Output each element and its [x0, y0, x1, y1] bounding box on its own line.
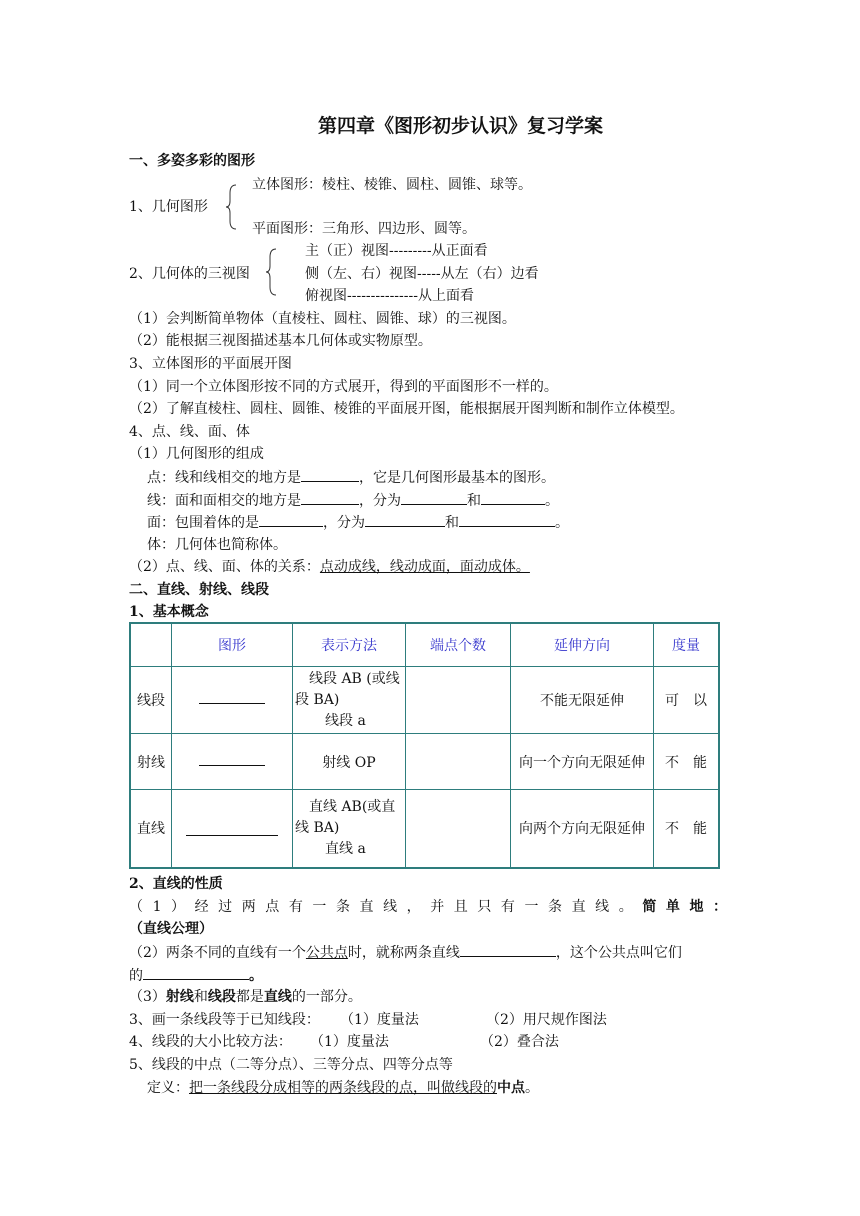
compare-title: 4、线段的大小比较方法： [129, 1034, 292, 1050]
prop-2-d: ，这个公共点叫它们 [555, 945, 682, 961]
prop-1-text: （1）经过两点有一条直线，并且只有一条直线。 [129, 899, 643, 915]
measure-cell: 不 能 [654, 734, 720, 790]
relation [129, 557, 530, 577]
table-header-row [130, 623, 719, 667]
repr-line: 直线 AB(或直 [309, 798, 396, 815]
repr-line: 线段 a [325, 712, 366, 729]
def-c: 中点 [497, 1080, 525, 1096]
endpoint-cell[interactable] [406, 734, 511, 790]
extend-cell: 向一个方向无限延伸 [511, 734, 654, 790]
draw-method-1: （1）度量法 [340, 1012, 419, 1028]
table-header: 图形 [172, 623, 293, 667]
row-name: 射线 [130, 734, 172, 790]
fill-blank[interactable] [365, 512, 445, 527]
prop-3-e: 都是 [235, 989, 264, 1005]
table-header: 端点个数 [406, 623, 511, 667]
unfold-2: （2）了解直棱柱、圆柱、圆锥、棱锥的平面展开图，能根据展开图判断和制作立体模型。 [129, 401, 684, 417]
draw-title: 3、画一条线段等于已知线段： [129, 1012, 320, 1028]
table-header: 表示方法 [293, 623, 406, 667]
prop-3-b: 射线 [165, 989, 194, 1005]
point-1: （1）会判断简单物体（直棱柱、圆柱、圆锥、球）的三视图。 [129, 311, 516, 327]
repr-line: 段 BA) [295, 691, 340, 708]
prop-2-e: 的 [129, 968, 143, 984]
pl-sub: （1）几何图形的组成 [129, 446, 264, 462]
line-figure [186, 835, 278, 836]
basic-concepts: 1、基本概念 [129, 604, 209, 620]
def-d: 。 [525, 1080, 539, 1096]
brace-icon [224, 183, 240, 231]
line-def-d: 。 [545, 493, 559, 509]
repr-line: 线 BA) [295, 819, 340, 836]
prop-3-g: 的一部分。 [291, 989, 362, 1005]
table-row [130, 790, 719, 868]
line-def [147, 490, 559, 511]
point-def-b: ，它是几何图形最基本的图形。 [359, 470, 555, 486]
prop-1-axiom: （直线公理） [129, 921, 213, 937]
endpoint-cell[interactable] [406, 667, 511, 734]
surface-def-b: ，分为 [323, 515, 365, 531]
table-row [130, 667, 719, 734]
concept-table [129, 622, 720, 869]
fill-blank[interactable] [459, 512, 555, 527]
extend-cell: 向两个方向无限延伸 [511, 790, 654, 868]
midpoint-title: 5、线段的中点（二等分点）、三等分点、四等分点等 [129, 1057, 453, 1073]
prop-3-a: （3） [129, 989, 166, 1005]
prop-2-a: （2）两条不同的直线有一个 [129, 945, 306, 961]
def-a: 定义： [147, 1080, 189, 1096]
line-def-c: 和 [467, 493, 481, 509]
segment-figure [199, 703, 265, 704]
line-def-b: ，分为 [359, 493, 401, 509]
compare-method-2: （2）叠合法 [480, 1034, 559, 1050]
prop-3-c: 和 [193, 989, 208, 1005]
midpoint-def [147, 1078, 539, 1098]
table-header: 延伸方向 [511, 623, 654, 667]
fill-blank[interactable] [481, 490, 545, 505]
figure-cell [172, 790, 293, 868]
section-heading-1: 一、多姿多彩的图形 [129, 153, 255, 169]
figure-cell [172, 667, 293, 734]
view-side-text: 侧（左、右）视图-----从左（右）边看 [305, 266, 539, 282]
page-title: 第四章《图形初步认识》复习学案 [318, 115, 604, 137]
prop-3-f: 直线 [263, 989, 292, 1005]
geo-label: 1、几何图形 [129, 199, 208, 215]
line-def-a: 线：面和面相交的地方是 [147, 493, 301, 509]
fill-blank[interactable] [301, 490, 359, 505]
prop-1-bold: 简单地： [642, 899, 734, 915]
repr-line: 线段 AB (或线 [309, 670, 400, 687]
row-name: 直线 [130, 790, 172, 868]
prop-1 [129, 897, 733, 917]
point-def [147, 467, 555, 488]
prop-2-cont [129, 965, 263, 986]
def-b: 把一条线段分成相等的两条线段的点，叫做线段的 [189, 1080, 497, 1096]
view-top-text: 俯视图---------------从上面看 [305, 288, 474, 304]
extend-cell: 不能无限延伸 [511, 667, 654, 734]
surface-def [147, 512, 569, 533]
fill-blank[interactable] [301, 467, 359, 482]
repr-cell [293, 667, 406, 734]
fill-blank[interactable] [259, 512, 323, 527]
brace-icon [264, 247, 280, 297]
surface-def-a: 面：包围着体的是 [147, 515, 259, 531]
surface-def-c: 和 [445, 515, 459, 531]
view-front-text: 主（正）视图---------从正面看 [305, 243, 488, 259]
geo-plane-text: 平面图形：三角形、四边形、圆等。 [252, 221, 476, 237]
prop-title: 2、直线的性质 [129, 876, 223, 892]
prop-2 [129, 942, 682, 963]
compare-method-1: （1）度量法 [310, 1034, 389, 1050]
point-2: （2）能根据三视图描述基本几何体或实物原型。 [129, 333, 432, 349]
solid-def: 体：几何体也简称体。 [147, 537, 287, 553]
views-label: 2、几何体的三视图 [129, 266, 250, 282]
ray-figure [199, 765, 265, 766]
point-def-a: 点：线和线相交的地方是 [147, 470, 301, 486]
repr-cell: 射线 OP [293, 734, 406, 790]
table-corner [130, 623, 172, 667]
row-name: 线段 [130, 667, 172, 734]
unfold-title: 3、立体图形的平面展开图 [129, 356, 292, 372]
repr-line: 直线 a [325, 840, 366, 857]
geo-solid-text: 立体图形：棱柱、棱锥、圆柱、圆锥、球等。 [252, 177, 532, 193]
table-header: 度量 [654, 623, 720, 667]
prop-3-d: 线段 [207, 989, 236, 1005]
fill-blank[interactable] [401, 490, 467, 505]
measure-cell: 可 以 [654, 667, 720, 734]
repr-cell [293, 790, 406, 868]
pl-title: 4、点、线、面、体 [129, 424, 250, 440]
prop-2-f: 。 [249, 968, 263, 984]
prop-3 [129, 987, 362, 1007]
endpoint-cell[interactable] [406, 790, 511, 868]
section-heading-2: 二、直线、射线、线段 [129, 582, 269, 598]
relation-a: （2）点、线、面、体的关系： [129, 559, 320, 575]
prop-2-b: 公共点 [305, 945, 348, 961]
fill-blank[interactable] [460, 942, 556, 957]
draw-method-2: （2）用尺规作图法 [486, 1012, 607, 1028]
figure-cell [172, 734, 293, 790]
surface-def-d: 。 [555, 515, 569, 531]
fill-blank[interactable] [143, 965, 249, 980]
relation-b: 点动成线，线动成面，面动成体。 [319, 559, 530, 575]
table-row [130, 734, 719, 790]
measure-cell: 不 能 [654, 790, 720, 868]
prop-2-c: 时，就称两条直线 [347, 945, 460, 961]
unfold-1: （1）同一个立体图形按不同的方式展开，得到的平面图形不一样的。 [129, 379, 558, 395]
